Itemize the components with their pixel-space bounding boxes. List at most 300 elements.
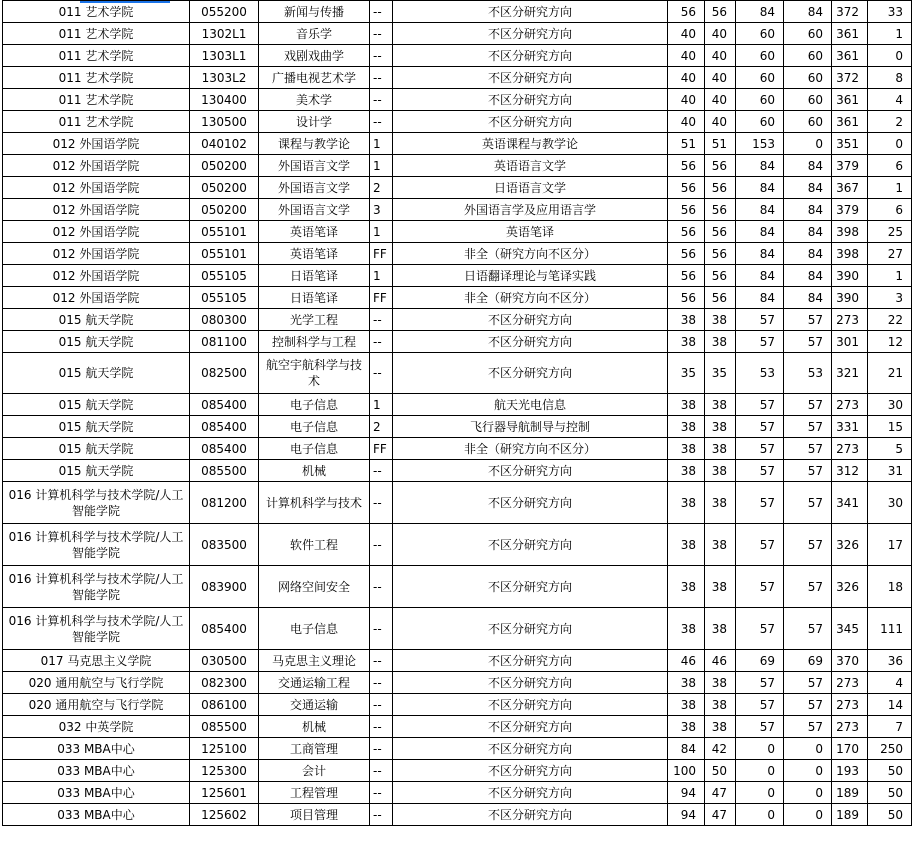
table-row — [3, 45, 912, 67]
direction-name-cell: 不区分研究方向 — [393, 694, 668, 716]
major-name-cell: 控制科学与工程 — [259, 331, 370, 353]
major-code-cell: 050200 — [190, 199, 259, 221]
direction-name-cell: 不区分研究方向 — [393, 716, 668, 738]
direction-code-cell: -- — [370, 89, 393, 111]
politics-score-cell: 38 — [668, 331, 705, 353]
major-name-cell: 工商管理 — [259, 738, 370, 760]
enrollment-count-cell: 50 — [868, 782, 912, 804]
major-name-cell: 计算机科学与技术 — [259, 482, 370, 524]
table-row — [3, 199, 912, 221]
politics-score-cell: 38 — [668, 460, 705, 482]
major-name-cell: 航空宇航科学与技术 — [259, 353, 370, 394]
subject1-score-cell: 60 — [736, 111, 784, 133]
major-code-cell: 130400 — [190, 89, 259, 111]
major-code-cell: 085400 — [190, 394, 259, 416]
direction-code-cell: -- — [370, 760, 393, 782]
table-row — [3, 243, 912, 265]
college-cell: 012 外国语学院 — [3, 155, 190, 177]
total-score-cell: 273 — [832, 438, 868, 460]
major-name-cell: 会计 — [259, 760, 370, 782]
direction-name-cell: 航天光电信息 — [393, 394, 668, 416]
major-code-cell: 081200 — [190, 482, 259, 524]
enrollment-count-cell: 7 — [868, 716, 912, 738]
enrollment-count-cell: 31 — [868, 460, 912, 482]
enrollment-count-cell: 4 — [868, 672, 912, 694]
subject2-score-cell: 57 — [784, 694, 832, 716]
major-name-cell: 电子信息 — [259, 438, 370, 460]
major-name-cell: 工程管理 — [259, 782, 370, 804]
table-row — [3, 133, 912, 155]
direction-name-cell: 非全（研究方向不区分） — [393, 243, 668, 265]
college-cell: 011 艺术学院 — [3, 67, 190, 89]
direction-name-cell: 非全（研究方向不区分） — [393, 287, 668, 309]
college-cell: 012 外国语学院 — [3, 133, 190, 155]
politics-score-cell: 40 — [668, 45, 705, 67]
direction-name-cell: 非全（研究方向不区分） — [393, 438, 668, 460]
subject2-score-cell: 57 — [784, 416, 832, 438]
direction-code-cell: -- — [370, 608, 393, 650]
subject2-score-cell: 57 — [784, 309, 832, 331]
major-name-cell: 电子信息 — [259, 394, 370, 416]
table-row — [3, 482, 912, 524]
direction-code-cell: -- — [370, 566, 393, 608]
direction-name-cell: 不区分研究方向 — [393, 331, 668, 353]
total-score-cell: 321 — [832, 353, 868, 394]
major-name-cell: 课程与教学论 — [259, 133, 370, 155]
subject2-score-cell: 57 — [784, 460, 832, 482]
table-row — [3, 716, 912, 738]
total-score-cell: 361 — [832, 23, 868, 45]
college-cell: 011 艺术学院 — [3, 1, 190, 23]
subject2-score-cell: 84 — [784, 177, 832, 199]
table-row — [3, 331, 912, 353]
direction-code-cell: -- — [370, 738, 393, 760]
politics-score-cell: 38 — [668, 394, 705, 416]
major-code-cell: 055200 — [190, 1, 259, 23]
foreign-language-score-cell: 38 — [705, 331, 736, 353]
subject1-score-cell: 84 — [736, 243, 784, 265]
college-cell: 015 航天学院 — [3, 353, 190, 394]
total-score-cell: 341 — [832, 482, 868, 524]
college-cell: 016 计算机科学与技术学院/人工智能学院 — [3, 482, 190, 524]
subject1-score-cell: 57 — [736, 331, 784, 353]
college-cell: 020 通用航空与飞行学院 — [3, 672, 190, 694]
enrollment-count-cell: 2 — [868, 111, 912, 133]
foreign-language-score-cell: 51 — [705, 133, 736, 155]
subject1-score-cell: 57 — [736, 524, 784, 566]
direction-code-cell: FF — [370, 287, 393, 309]
enrollment-count-cell: 33 — [868, 1, 912, 23]
subject2-score-cell: 0 — [784, 133, 832, 155]
direction-name-cell: 不区分研究方向 — [393, 67, 668, 89]
major-name-cell: 马克思主义理论 — [259, 650, 370, 672]
major-code-cell: 1303L2 — [190, 67, 259, 89]
subject2-score-cell: 57 — [784, 394, 832, 416]
politics-score-cell: 38 — [668, 309, 705, 331]
subject2-score-cell: 57 — [784, 438, 832, 460]
table-row — [3, 650, 912, 672]
direction-code-cell: 2 — [370, 416, 393, 438]
foreign-language-score-cell: 50 — [705, 760, 736, 782]
politics-score-cell: 56 — [668, 1, 705, 23]
table-row — [3, 438, 912, 460]
table-row — [3, 738, 912, 760]
direction-code-cell: -- — [370, 45, 393, 67]
foreign-language-score-cell: 47 — [705, 782, 736, 804]
major-code-cell: 125601 — [190, 782, 259, 804]
enrollment-count-cell: 1 — [868, 265, 912, 287]
table-row — [3, 460, 912, 482]
table-row — [3, 566, 912, 608]
table-row — [3, 524, 912, 566]
college-cell: 033 MBA中心 — [3, 782, 190, 804]
major-name-cell: 电子信息 — [259, 416, 370, 438]
direction-name-cell: 不区分研究方向 — [393, 672, 668, 694]
total-score-cell: 390 — [832, 265, 868, 287]
total-score-cell: 390 — [832, 287, 868, 309]
politics-score-cell: 38 — [668, 694, 705, 716]
major-name-cell: 戏剧戏曲学 — [259, 45, 370, 67]
direction-code-cell: 1 — [370, 394, 393, 416]
politics-score-cell: 40 — [668, 67, 705, 89]
subject1-score-cell: 84 — [736, 199, 784, 221]
major-code-cell: 1303L1 — [190, 45, 259, 67]
subject2-score-cell: 60 — [784, 45, 832, 67]
college-cell: 012 外国语学院 — [3, 265, 190, 287]
major-code-cell: 1302L1 — [190, 23, 259, 45]
enrollment-count-cell: 5 — [868, 438, 912, 460]
foreign-language-score-cell: 38 — [705, 524, 736, 566]
enrollment-count-cell: 25 — [868, 221, 912, 243]
direction-code-cell: -- — [370, 111, 393, 133]
major-code-cell: 082500 — [190, 353, 259, 394]
total-score-cell: 312 — [832, 460, 868, 482]
direction-name-cell: 不区分研究方向 — [393, 524, 668, 566]
major-code-cell: 081100 — [190, 331, 259, 353]
direction-code-cell: 1 — [370, 221, 393, 243]
college-cell: 016 计算机科学与技术学院/人工智能学院 — [3, 566, 190, 608]
table-row — [3, 804, 912, 826]
direction-name-cell: 不区分研究方向 — [393, 738, 668, 760]
direction-code-cell: -- — [370, 694, 393, 716]
subject1-score-cell: 84 — [736, 265, 784, 287]
politics-score-cell: 38 — [668, 482, 705, 524]
direction-name-cell: 不区分研究方向 — [393, 782, 668, 804]
subject2-score-cell: 53 — [784, 353, 832, 394]
subject1-score-cell: 57 — [736, 460, 784, 482]
subject2-score-cell: 84 — [784, 155, 832, 177]
politics-score-cell: 56 — [668, 243, 705, 265]
enrollment-count-cell: 15 — [868, 416, 912, 438]
foreign-language-score-cell: 40 — [705, 67, 736, 89]
total-score-cell: 361 — [832, 89, 868, 111]
direction-name-cell: 外国语言学及应用语言学 — [393, 199, 668, 221]
enrollment-count-cell: 30 — [868, 394, 912, 416]
enrollment-count-cell: 1 — [868, 177, 912, 199]
major-name-cell: 光学工程 — [259, 309, 370, 331]
subject1-score-cell: 69 — [736, 650, 784, 672]
foreign-language-score-cell: 46 — [705, 650, 736, 672]
major-name-cell: 交通运输工程 — [259, 672, 370, 694]
major-code-cell: 055105 — [190, 287, 259, 309]
major-code-cell: 085500 — [190, 460, 259, 482]
direction-code-cell: -- — [370, 331, 393, 353]
foreign-language-score-cell: 56 — [705, 199, 736, 221]
enrollment-count-cell: 250 — [868, 738, 912, 760]
direction-code-cell: FF — [370, 438, 393, 460]
foreign-language-score-cell: 40 — [705, 111, 736, 133]
direction-code-cell: -- — [370, 67, 393, 89]
major-name-cell: 日语笔译 — [259, 287, 370, 309]
major-code-cell: 040102 — [190, 133, 259, 155]
major-code-cell: 085400 — [190, 416, 259, 438]
table-row — [3, 287, 912, 309]
foreign-language-score-cell: 56 — [705, 265, 736, 287]
direction-code-cell: 2 — [370, 177, 393, 199]
foreign-language-score-cell: 56 — [705, 1, 736, 23]
politics-score-cell: 56 — [668, 221, 705, 243]
table-row — [3, 760, 912, 782]
subject2-score-cell: 57 — [784, 608, 832, 650]
foreign-language-score-cell: 38 — [705, 394, 736, 416]
direction-name-cell: 不区分研究方向 — [393, 608, 668, 650]
subject2-score-cell: 84 — [784, 199, 832, 221]
foreign-language-score-cell: 38 — [705, 716, 736, 738]
enrollment-count-cell: 6 — [868, 199, 912, 221]
direction-name-cell: 不区分研究方向 — [393, 482, 668, 524]
direction-name-cell: 不区分研究方向 — [393, 566, 668, 608]
major-code-cell: 055101 — [190, 221, 259, 243]
college-cell: 033 MBA中心 — [3, 738, 190, 760]
enrollment-count-cell: 36 — [868, 650, 912, 672]
table-row — [3, 67, 912, 89]
enrollment-count-cell: 22 — [868, 309, 912, 331]
enrollment-count-cell: 0 — [868, 45, 912, 67]
enrollment-count-cell: 1 — [868, 23, 912, 45]
college-cell: 015 航天学院 — [3, 331, 190, 353]
subject2-score-cell: 60 — [784, 89, 832, 111]
total-score-cell: 398 — [832, 243, 868, 265]
subject1-score-cell: 60 — [736, 67, 784, 89]
politics-score-cell: 38 — [668, 416, 705, 438]
direction-name-cell: 英语笔译 — [393, 221, 668, 243]
subject2-score-cell: 0 — [784, 738, 832, 760]
major-code-cell: 083500 — [190, 524, 259, 566]
table-row — [3, 1, 912, 23]
foreign-language-score-cell: 47 — [705, 804, 736, 826]
college-cell: 012 外国语学院 — [3, 199, 190, 221]
politics-score-cell: 56 — [668, 199, 705, 221]
politics-score-cell: 38 — [668, 566, 705, 608]
major-name-cell: 设计学 — [259, 111, 370, 133]
enrollment-count-cell: 3 — [868, 287, 912, 309]
direction-name-cell: 飞行器导航制导与控制 — [393, 416, 668, 438]
major-code-cell: 083900 — [190, 566, 259, 608]
direction-name-cell: 不区分研究方向 — [393, 1, 668, 23]
total-score-cell: 379 — [832, 199, 868, 221]
enrollment-count-cell: 111 — [868, 608, 912, 650]
subject1-score-cell: 57 — [736, 608, 784, 650]
subject1-score-cell: 84 — [736, 177, 784, 199]
foreign-language-score-cell: 56 — [705, 177, 736, 199]
college-cell: 017 马克思主义学院 — [3, 650, 190, 672]
foreign-language-score-cell: 35 — [705, 353, 736, 394]
subject2-score-cell: 60 — [784, 23, 832, 45]
enrollment-count-cell: 14 — [868, 694, 912, 716]
direction-name-cell: 不区分研究方向 — [393, 460, 668, 482]
total-score-cell: 273 — [832, 716, 868, 738]
college-cell: 011 艺术学院 — [3, 111, 190, 133]
total-score-cell: 189 — [832, 782, 868, 804]
politics-score-cell: 100 — [668, 760, 705, 782]
direction-code-cell: -- — [370, 1, 393, 23]
foreign-language-score-cell: 38 — [705, 309, 736, 331]
foreign-language-score-cell: 38 — [705, 460, 736, 482]
direction-name-cell: 不区分研究方向 — [393, 650, 668, 672]
subject2-score-cell: 60 — [784, 111, 832, 133]
direction-code-cell: 1 — [370, 265, 393, 287]
major-name-cell: 英语笔译 — [259, 221, 370, 243]
direction-name-cell: 不区分研究方向 — [393, 353, 668, 394]
politics-score-cell: 40 — [668, 111, 705, 133]
college-cell: 012 外国语学院 — [3, 177, 190, 199]
total-score-cell: 379 — [832, 155, 868, 177]
politics-score-cell: 38 — [668, 716, 705, 738]
total-score-cell: 326 — [832, 524, 868, 566]
politics-score-cell: 94 — [668, 804, 705, 826]
major-name-cell: 外国语言文学 — [259, 177, 370, 199]
foreign-language-score-cell: 38 — [705, 608, 736, 650]
enrollment-count-cell: 0 — [868, 133, 912, 155]
college-cell: 011 艺术学院 — [3, 23, 190, 45]
subject1-score-cell: 0 — [736, 738, 784, 760]
enrollment-count-cell: 50 — [868, 760, 912, 782]
subject1-score-cell: 84 — [736, 287, 784, 309]
college-cell: 012 外国语学院 — [3, 221, 190, 243]
table-row — [3, 177, 912, 199]
college-cell: 015 航天学院 — [3, 460, 190, 482]
total-score-cell: 372 — [832, 1, 868, 23]
foreign-language-score-cell: 42 — [705, 738, 736, 760]
major-code-cell: 050200 — [190, 155, 259, 177]
college-cell: 033 MBA中心 — [3, 804, 190, 826]
foreign-language-score-cell: 56 — [705, 243, 736, 265]
foreign-language-score-cell: 38 — [705, 416, 736, 438]
table-row — [3, 782, 912, 804]
politics-score-cell: 56 — [668, 265, 705, 287]
direction-name-cell: 英语语言文学 — [393, 155, 668, 177]
major-code-cell: 125300 — [190, 760, 259, 782]
subject1-score-cell: 84 — [736, 1, 784, 23]
politics-score-cell: 35 — [668, 353, 705, 394]
major-code-cell: 055101 — [190, 243, 259, 265]
total-score-cell: 326 — [832, 566, 868, 608]
major-code-cell: 082300 — [190, 672, 259, 694]
total-score-cell: 301 — [832, 331, 868, 353]
total-score-cell: 367 — [832, 177, 868, 199]
subject2-score-cell: 57 — [784, 524, 832, 566]
total-score-cell: 331 — [832, 416, 868, 438]
major-code-cell: 055105 — [190, 265, 259, 287]
subject1-score-cell: 84 — [736, 221, 784, 243]
table-row — [3, 416, 912, 438]
major-name-cell: 外国语言文学 — [259, 155, 370, 177]
foreign-language-score-cell: 56 — [705, 287, 736, 309]
college-cell: 015 航天学院 — [3, 416, 190, 438]
table-row — [3, 394, 912, 416]
college-cell: 016 计算机科学与技术学院/人工智能学院 — [3, 524, 190, 566]
major-name-cell: 机械 — [259, 460, 370, 482]
major-code-cell: 030500 — [190, 650, 259, 672]
subject2-score-cell: 0 — [784, 782, 832, 804]
total-score-cell: 170 — [832, 738, 868, 760]
major-name-cell: 项目管理 — [259, 804, 370, 826]
enrollment-count-cell: 30 — [868, 482, 912, 524]
college-cell: 011 艺术学院 — [3, 45, 190, 67]
foreign-language-score-cell: 40 — [705, 23, 736, 45]
subject2-score-cell: 84 — [784, 265, 832, 287]
total-score-cell: 273 — [832, 672, 868, 694]
total-score-cell: 273 — [832, 394, 868, 416]
major-name-cell: 外国语言文学 — [259, 199, 370, 221]
foreign-language-score-cell: 38 — [705, 566, 736, 608]
total-score-cell: 189 — [832, 804, 868, 826]
politics-score-cell: 51 — [668, 133, 705, 155]
college-cell: 012 外国语学院 — [3, 243, 190, 265]
politics-score-cell: 40 — [668, 23, 705, 45]
major-name-cell: 软件工程 — [259, 524, 370, 566]
enrollment-count-cell: 12 — [868, 331, 912, 353]
table-row — [3, 221, 912, 243]
subject1-score-cell: 57 — [736, 716, 784, 738]
major-name-cell: 机械 — [259, 716, 370, 738]
direction-name-cell: 英语课程与教学论 — [393, 133, 668, 155]
enrollment-count-cell: 21 — [868, 353, 912, 394]
direction-name-cell: 不区分研究方向 — [393, 760, 668, 782]
total-score-cell: 351 — [832, 133, 868, 155]
direction-code-cell: -- — [370, 804, 393, 826]
major-code-cell: 125100 — [190, 738, 259, 760]
major-name-cell: 美术学 — [259, 89, 370, 111]
direction-code-cell: -- — [370, 672, 393, 694]
subject1-score-cell: 60 — [736, 45, 784, 67]
total-score-cell: 361 — [832, 45, 868, 67]
direction-code-cell: -- — [370, 460, 393, 482]
college-cell: 015 航天学院 — [3, 438, 190, 460]
subject2-score-cell: 60 — [784, 67, 832, 89]
subject1-score-cell: 0 — [736, 782, 784, 804]
college-cell: 016 计算机科学与技术学院/人工智能学院 — [3, 608, 190, 650]
politics-score-cell: 38 — [668, 438, 705, 460]
major-code-cell: 086100 — [190, 694, 259, 716]
subject1-score-cell: 60 — [736, 89, 784, 111]
foreign-language-score-cell: 40 — [705, 45, 736, 67]
politics-score-cell: 56 — [668, 177, 705, 199]
politics-score-cell: 84 — [668, 738, 705, 760]
subject1-score-cell: 57 — [736, 672, 784, 694]
major-name-cell: 英语笔译 — [259, 243, 370, 265]
subject1-score-cell: 153 — [736, 133, 784, 155]
table-row — [3, 353, 912, 394]
total-score-cell: 273 — [832, 309, 868, 331]
direction-code-cell: -- — [370, 23, 393, 45]
direction-name-cell: 不区分研究方向 — [393, 111, 668, 133]
subject2-score-cell: 57 — [784, 566, 832, 608]
direction-code-cell: 1 — [370, 155, 393, 177]
subject1-score-cell: 57 — [736, 482, 784, 524]
table-row — [3, 111, 912, 133]
subject2-score-cell: 84 — [784, 221, 832, 243]
